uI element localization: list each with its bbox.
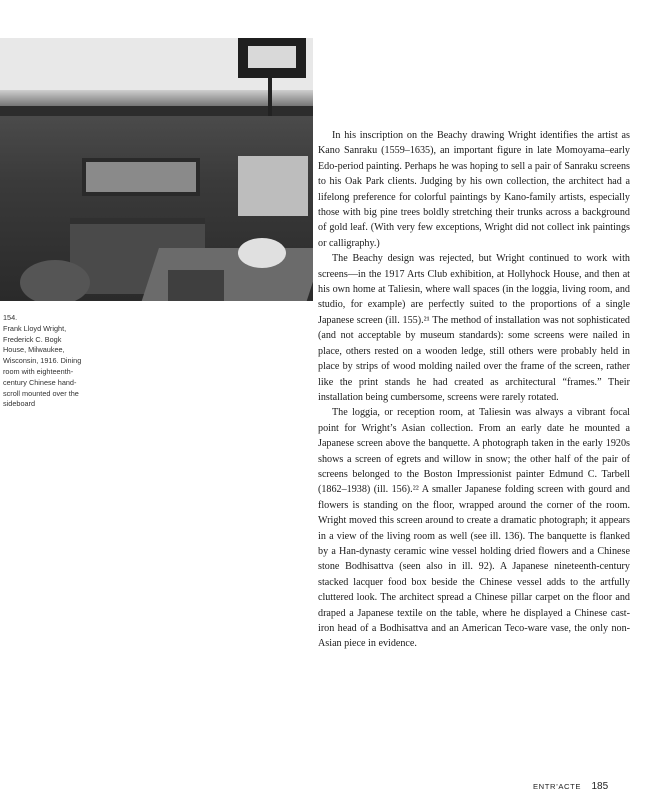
paragraph: The Beachy design was rejected, but Wright continued to work with screens—in the 1917 Arts Club exhibition, at Hollyhock House, and then at his own home at Taliesin, where wall spaces (in the loggia, living room, and studio, for example) are perfectly suited to the proportions of a single Japanese screen (ill. 155).²¹ The method of installation was not sophisticated (and not acceptable by museum standards): some screens were nailed in place, others rested on a wooden ledge, still others were probably held in place by strips of wood molding nailed over the frame of the screen, rather like the print stands he had created as architectural “frames.” Their installation being cumbersome, screens were rarely rotated. xyxy=(318,253,630,403)
body-text-column xyxy=(318,128,630,652)
running-section-title: ENTR’ACTE xyxy=(533,782,582,791)
caption-line: 154. xyxy=(3,313,18,322)
dining-room-photograph xyxy=(0,38,313,301)
photo-dining-table xyxy=(141,248,313,301)
photo-potted-plant xyxy=(20,260,90,301)
photo-lamp-stem xyxy=(268,78,272,116)
photo-flower-arrangement xyxy=(238,238,286,268)
caption-line: century Chinese hand- xyxy=(3,377,77,387)
caption-line: sideboard xyxy=(3,399,36,409)
paragraph: The loggia, or reception room, at Taliesin was always a vibrant focal point for Wright’s Asian collection. From an early date he mounted a Japanese screen above the banquette. A photograph taken in the early 1920s shows a screen of egrets and willow in snow; the other half of the pair of screens belonged to the Boston Impressionist painter Edmund C. Tarbell (1862–1938) (ill. 156).²² A smaller Japanese folding screen with gourd and flowers is standing on the floor, wrapped around the corner of the room. Wright moved this screen around to create a dramatic photograph; it appears in a view of the living room as well (see ill. 136). The banquette is flanked by a Han-dynasty ceramic wine vessel holding dried flowers and a Chinese stone Bodhisattva (seen also in ill. 92). A Japanese nineteenth-century stacked lacquer food box beside the Chinese vessel adds to the artfully cluttered look. The architect spread a Chinese pillar carpet on the floor and draped a Japanese textile on the table, where he displayed a Chinese cast-iron head of a Bodhisattva and an American Teco-ware vase, the only non-Asian piece in evidence. xyxy=(318,407,630,650)
photo-ceiling-beam xyxy=(0,106,313,116)
caption-line: room with eighteenth- xyxy=(3,366,74,376)
photo-handscroll xyxy=(82,158,200,196)
caption-line: scroll mounted over the xyxy=(3,388,79,398)
photo-chair xyxy=(168,270,224,301)
photo-lamp-glass xyxy=(248,46,296,68)
page-footer xyxy=(533,776,608,794)
caption-line: House, Milwaukee, xyxy=(3,345,65,355)
caption-line: Frank Lloyd Wright, xyxy=(3,323,67,333)
caption-line: Frederick C. Bogk xyxy=(3,334,62,344)
caption-line: Wisconsin, 1916. Dining xyxy=(3,356,82,366)
photo-window xyxy=(238,156,308,216)
paragraph: In his inscription on the Beachy drawing Wright identifies the artist as Kano Sanraku (1559–1635), an important figure in late Momoyama–early Edo-period painting. Perhaps he was hoping to sell a pair of Sanraku screens to his Oak Park clients. Judging by his own collection, the architect had a lifelong preference for colorful paintings by Kano-family artists, especially those with big pine trees boldly stretching their trunks across a background of gold leaf. (With very few exceptions, Wright did not collect ink paintings or calligraphy.) xyxy=(318,130,630,249)
page-number: 185 xyxy=(591,781,609,792)
figure-caption xyxy=(3,313,118,410)
